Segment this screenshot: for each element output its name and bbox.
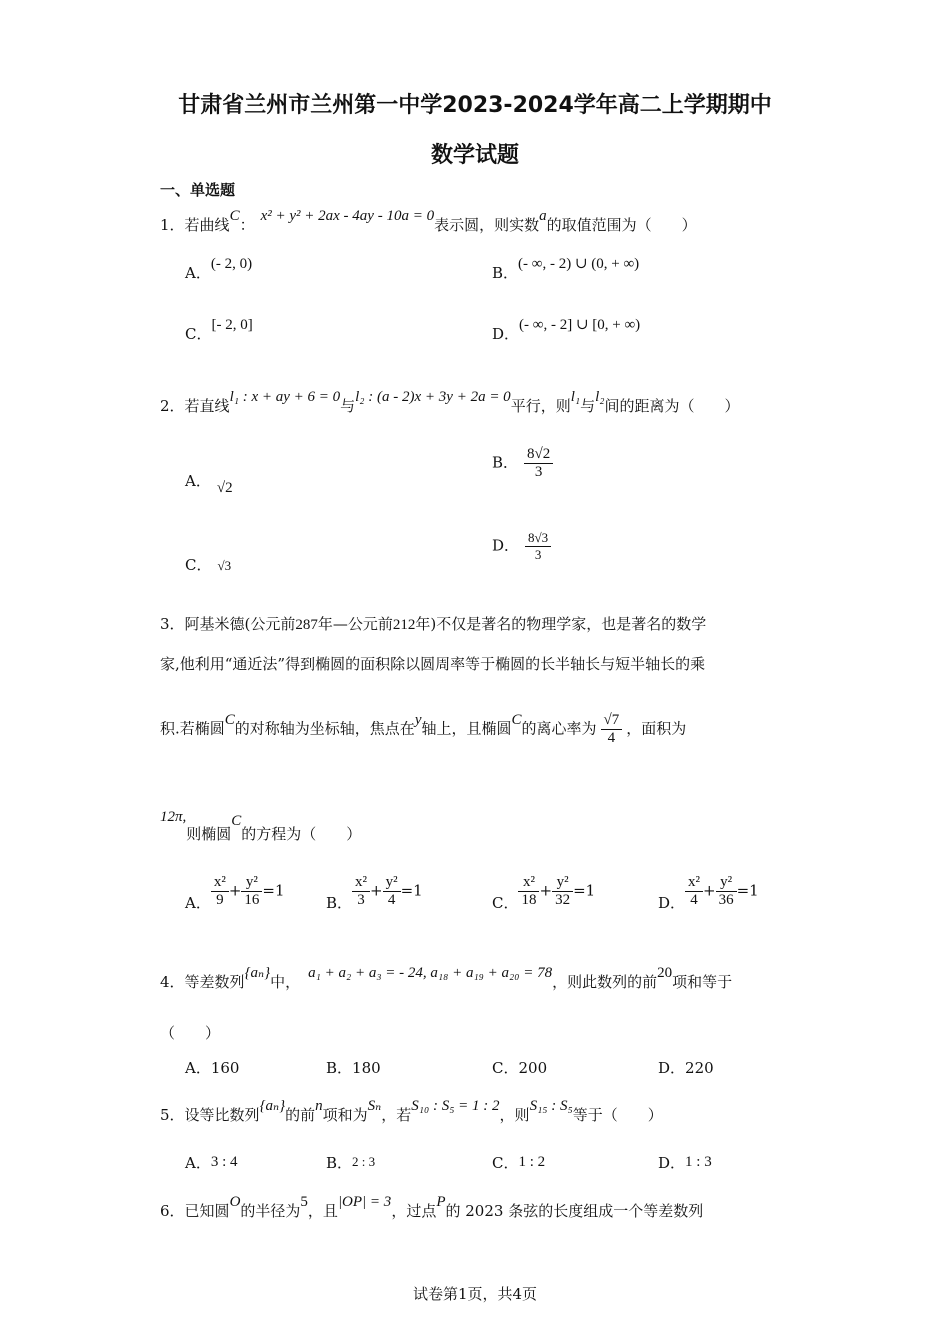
question-3-line1: 3．阿基米德(公元前287年—公元前212年)不仅是著名的物理学家，也是著名的数学 [160,615,707,633]
q2-option-d-fraction: $\frac{8√3}{3}$ [525,530,551,563]
q5-number: 5． [160,1106,185,1124]
question-4: 4．等差数列{aₙ}中， a₁ + a₂ + a₃ = - 24, a₁₈ + a₁₉ + a₂₀ = 78，则此数列的前20项和等于 [160,965,733,991]
q4-option-d[interactable]: D．220 [658,1059,714,1077]
doc-title-line2: 数学试题 [430,143,519,168]
q6-number: 6． [160,1202,185,1220]
section-heading: 一、单选题 [160,181,236,199]
q2-option-c[interactable]: C． √3 [185,556,232,574]
q2-line-l1: l₁ : x + ay + 6 = 0 [229,389,341,405]
q1-number: 1． [160,216,185,234]
question-4-paren: （ ） [160,1024,221,1042]
q3-option-a[interactable]: A． $\frac{\text{x²}}{9}$ + $\frac{\text{y²}}{16}$ =1 [185,874,285,912]
question-3-line2: 家,他利用“通近法”得到椭圆的面积除以圆周率等于椭圆的长半轴长与短半轴长的乘 [160,655,706,673]
question-3-line4: 12π,则椭圆C的方程为（ ） [160,809,362,843]
q2-option-b-fraction: $\frac{8√2}{3}$ [524,446,553,481]
q2-option-d[interactable]: D． $\frac{8√3}{3}$ [492,530,551,563]
doc-title-line1: 甘肃省兰州市兰州第一中学2023-2024学年高二上学期期中 [178,93,772,118]
q2-number: 2． [160,397,185,415]
q3-number: 3． [160,615,185,633]
q2-line-l2: l₂ : (a - 2)x + 3y + 2a = 0 [355,389,511,405]
question-5: 5．设等比数列{aₙ}的前n项和为Sₙ，若S₁₀ : S₅ = 1 : 2，则S₁₅ : S₅等于（ ） [160,1098,663,1124]
q5-option-a[interactable]: A．3 : 4 [185,1154,238,1172]
q2-option-b[interactable]: B． $\frac{8√2}{3}$ [492,446,553,481]
question-3-line3: 积.若椭圆C的对称轴为坐标轴，焦点在y轴上，且椭圆C的离心率为 $\frac{√7}{4}$ ，面积为 [160,711,687,746]
q3-eccentricity: $\frac{√7}{4}$ [601,712,623,747]
question-6: 6．已知圆O的半径为5，且|OP| = 3，过点P的 2023 条弦的长度组成一个等差数列 [160,1194,704,1220]
q4-condition: a₁ + a₂ + a₃ = - 24, a₁₈ + a₁₉ + a₂₀ = 78 [308,965,553,981]
q3-option-c[interactable]: C． $\frac{\text{x²}}{18}$ + $\frac{\text{y²}}{32}$ =1 [492,874,596,912]
q1-option-b[interactable]: B．(- ∞, - 2) ∪ (0, + ∞) [492,256,640,282]
q1-option-d[interactable]: D．(- ∞, - 2] ∪ [0, + ∞) [492,317,641,343]
q1-equation: x² + y² + 2ax - 4ay - 10a = 0 [260,208,435,224]
q4-option-b[interactable]: B．180 [326,1059,381,1077]
q3-option-b[interactable]: B． $\frac{\text{x²}}{3}$ + $\frac{\text{y²}}{4}$ =1 [326,874,423,912]
q5-condition: S₁₀ : S₅ = 1 : 2 [411,1098,500,1114]
q5-option-d[interactable]: D．1 : 3 [658,1154,712,1172]
q4-option-a[interactable]: A．160 [185,1059,240,1077]
q1-option-c[interactable]: C．[- 2, 0] [185,317,253,343]
question-2: 2．若直线l₁ : x + ay + 6 = 0与l₂ : (a - 2)x + 3y + 2a = 0平行，则l₁与l₂间的距离为（ ） [160,389,740,415]
q3-option-d[interactable]: D． $\frac{\text{x²}}{4}$ + $\frac{\text{y²}}{36}$ =1 [658,874,759,912]
page-footer: 试卷第1页，共4页 [412,1285,538,1303]
q1-option-a[interactable]: A．(- 2, 0) [185,256,253,282]
q4-option-c[interactable]: C．200 [492,1059,548,1077]
q5-option-b[interactable]: B．2 : 3 [326,1154,376,1172]
q2-option-a[interactable]: A． √2 [185,472,233,496]
question-1: 1．若曲线C： x² + y² + 2ax - 4ay - 10a = 0表示圆，则实数a的取值范围为（ ） [160,208,697,234]
q4-number: 4． [160,973,185,991]
q5-option-c[interactable]: C．1 : 2 [492,1154,546,1172]
